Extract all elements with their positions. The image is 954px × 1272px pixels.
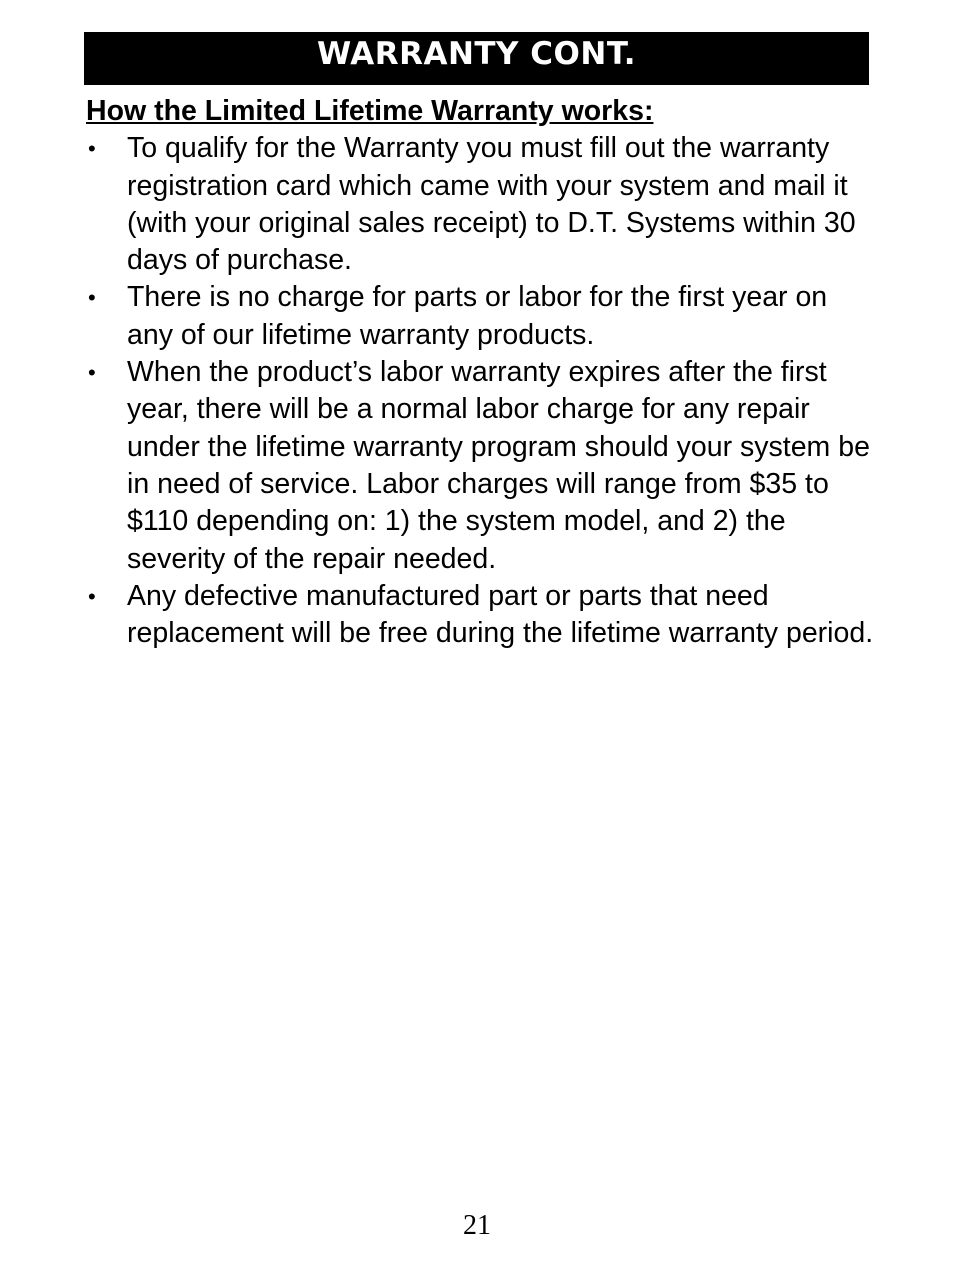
list-item-text: When the product’s labor warranty expires after the first year, there will be a normal labor charge for any repair under the lifetime warranty program should your system be in need of service. Labor charges will range from $35 to $110 depending on: 1) the system model, and 2) the severity of the repair needed. <box>127 356 870 575</box>
list-item <box>86 130 876 279</box>
bullet-icon: • <box>88 285 96 311</box>
page-number: 21 <box>463 1210 491 1241</box>
bullet-icon: • <box>88 360 96 386</box>
warranty-bullet-list <box>86 130 876 652</box>
bullet-icon: • <box>88 136 96 162</box>
page-title-banner <box>84 32 869 85</box>
list-item-text: Any defective manufactured part or parts that need replacement will be free during the lifetime warranty period. <box>127 579 874 650</box>
page-title: WARRANTY CONT. <box>316 36 637 72</box>
section-heading: How the Limited Lifetime Warranty works: <box>86 95 654 127</box>
list-item <box>86 354 876 578</box>
bullet-icon: • <box>88 583 96 609</box>
list-item-text: There is no charge for parts or labor for the first year on any of our lifetime warranty products. <box>127 281 828 351</box>
list-item <box>86 279 876 354</box>
warranty-content <box>86 93 876 652</box>
list-item <box>86 578 876 653</box>
list-item-text: To qualify for the Warranty you must fill out the warranty registration card which came with your system and mail it (with your original sales receipt) to D.T. Systems within 30 days of purchase. <box>127 132 856 277</box>
